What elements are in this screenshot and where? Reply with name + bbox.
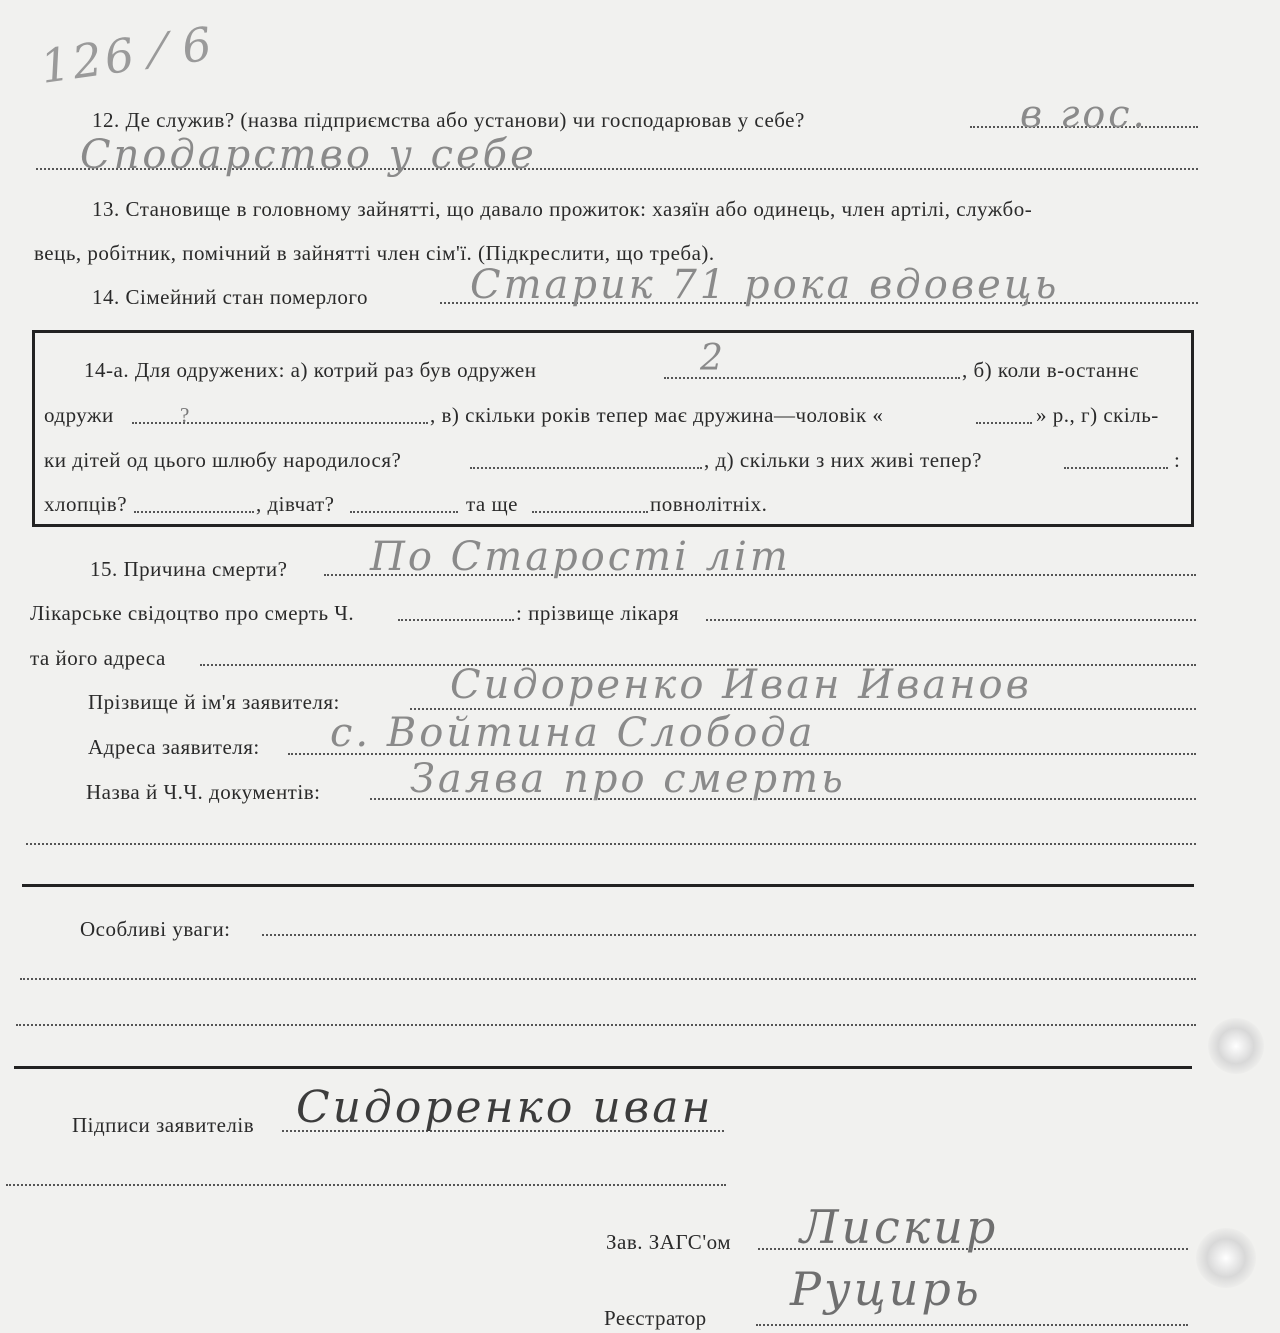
documents-value: Заява про смерть xyxy=(410,756,846,802)
remarks-line-1[interactable] xyxy=(262,934,1196,936)
q14a-line-2c: » р., г) скіль- xyxy=(1036,403,1159,427)
zags-head-label: Зав. ЗАГС'ом xyxy=(606,1230,731,1254)
q14a-alive-line[interactable] xyxy=(1064,467,1168,469)
section-divider-1 xyxy=(22,884,1194,887)
q14a-line-4b: , дівчат? xyxy=(256,492,335,516)
doctor-name-label: : прізвище лікаря xyxy=(516,601,680,625)
q14a-line-4a: хлопців? xyxy=(44,492,128,516)
applicant-name-value: Сидоренко Иван Иванов xyxy=(450,662,1032,708)
documents-label: Назва й Ч.Ч. документів: xyxy=(86,780,321,804)
registrar-line[interactable] xyxy=(756,1324,1188,1326)
applicant-address-value: с. Войтина Слобода xyxy=(330,710,816,756)
doctor-address-label: та його адреса xyxy=(30,646,166,670)
q15-answer: По Старості літ xyxy=(370,534,791,580)
q14-answer: Старик 71 рока вдовець xyxy=(470,262,1060,308)
q13-line-1: 13. Становище в головному зайнятті, що давало прожиток: хазяїн або одинець, член артілі, службо- xyxy=(92,197,1033,221)
section-divider-2 xyxy=(14,1066,1192,1069)
q14a-line-3a: ки дітей од цього шлюбу народилося? xyxy=(44,448,402,472)
q14a-when-line[interactable] xyxy=(132,422,428,424)
registrar-signature: Руцирь xyxy=(790,1262,982,1316)
signatures-line-2[interactable] xyxy=(6,1184,726,1186)
q14a-spouse-age-line[interactable] xyxy=(976,422,1032,424)
applicant-address-label: Адреса заявителя: xyxy=(88,735,260,759)
q15-label: 15. Причина смерти? xyxy=(90,557,288,581)
q14a-line-4d: повнолітніх. xyxy=(650,492,768,516)
q14a-line-3c: : xyxy=(1174,448,1181,472)
q12-answer-1: в гос. xyxy=(1020,92,1148,136)
applicant-name-label: Прізвище й ім'я заявителя: xyxy=(88,690,340,714)
doctor-cert-label: Лікарське свідоцтво про смерть Ч. xyxy=(30,601,355,625)
registrar-label: Реєстратор xyxy=(604,1306,707,1330)
remarks-line-2[interactable] xyxy=(20,978,1196,980)
q13-line-2: вець, робітник, помічний в зайнятті член сім'ї. (Підкреслити, що треба). xyxy=(34,241,715,265)
zags-head-signature: Лискир xyxy=(800,1200,999,1254)
remarks-line-3[interactable] xyxy=(16,1024,1196,1026)
q14a-when-answer: ? xyxy=(180,403,190,427)
q12-label: 12. Де служив? (назва підприємства або установи) чи господарював у себе? xyxy=(92,108,805,132)
q14a-more-line[interactable] xyxy=(532,511,648,513)
doctor-name-line[interactable] xyxy=(706,619,1196,621)
documents-line-2[interactable] xyxy=(26,843,1196,845)
q14-label: 14. Сімейний стан померлого xyxy=(92,285,368,309)
archive-number: 126 ⁄ 6 xyxy=(37,16,218,94)
paper-stain xyxy=(1196,1228,1256,1288)
q14a-line-2b: , в) скільки років тепер має дружина—чоловік « xyxy=(430,403,884,427)
q14a-line-1a: 14-а. Для одружених: а) котрий раз був одружен xyxy=(84,358,537,382)
q14a-times-answer: 2 xyxy=(700,338,726,379)
q14a-line-4c: та ще xyxy=(466,492,518,516)
q14a-boys-line[interactable] xyxy=(134,511,254,513)
q14a-line-2a: одружи xyxy=(44,403,114,427)
doctor-cert-number-line[interactable] xyxy=(398,619,514,621)
remarks-label: Особливі уваги: xyxy=(80,917,231,941)
q14a-girls-line[interactable] xyxy=(350,511,458,513)
q14a-line-1b: , б) коли в-останнє xyxy=(962,358,1139,382)
signatures-label: Підписи заявителів xyxy=(72,1113,255,1137)
paper-stain xyxy=(1208,1018,1264,1074)
q12-answer-2: Сподарство у себе xyxy=(80,132,537,178)
applicant-signature: Сидоренко иван xyxy=(296,1082,714,1133)
q14a-children-line[interactable] xyxy=(470,467,702,469)
q14a-line-3b: , д) скільки з них живі тепер? xyxy=(704,448,982,472)
